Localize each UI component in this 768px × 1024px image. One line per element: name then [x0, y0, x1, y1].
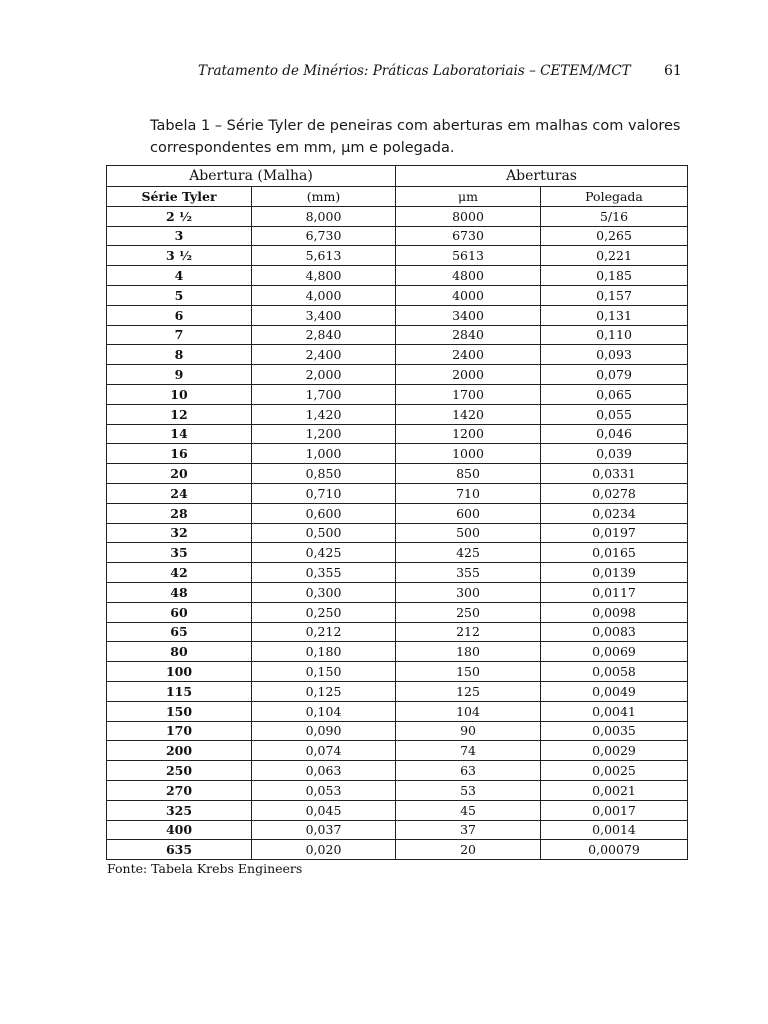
mm-cell: 0,212	[252, 622, 396, 642]
mm-cell: 0,125	[252, 681, 396, 701]
polegada-cell: 0,055	[541, 404, 688, 424]
um-cell: 710	[396, 483, 541, 503]
mm-cell: 0,850	[252, 464, 396, 484]
serie-tyler-cell: 20	[107, 464, 252, 484]
serie-tyler-cell: 4	[107, 266, 252, 286]
table-row	[107, 523, 688, 543]
table-row	[107, 305, 688, 325]
table-row	[107, 820, 688, 840]
table-row	[107, 602, 688, 622]
serie-tyler-cell: 16	[107, 444, 252, 464]
mm-cell: 0,104	[252, 701, 396, 721]
polegada-cell: 0,0014	[541, 820, 688, 840]
mm-cell: 4,800	[252, 266, 396, 286]
table-row	[107, 701, 688, 721]
table-row	[107, 424, 688, 444]
page-number: 61	[664, 63, 682, 79]
um-cell: 2000	[396, 365, 541, 385]
mm-cell: 3,400	[252, 305, 396, 325]
polegada-cell: 0,0234	[541, 503, 688, 523]
um-cell: 850	[396, 464, 541, 484]
table-row	[107, 285, 688, 305]
mm-cell: 0,037	[252, 820, 396, 840]
table-row	[107, 761, 688, 781]
polegada-cell: 0,0098	[541, 602, 688, 622]
polegada-cell: 0,0029	[541, 741, 688, 761]
table-row	[107, 266, 688, 286]
polegada-cell: 0,0117	[541, 582, 688, 602]
polegada-cell: 0,00079	[541, 840, 688, 860]
serie-tyler-cell: 6	[107, 305, 252, 325]
group-header-aberturas: Aberturas	[396, 166, 688, 187]
polegada-cell: 0,0083	[541, 622, 688, 642]
polegada-cell: 0,0069	[541, 642, 688, 662]
polegada-cell: 0,046	[541, 424, 688, 444]
polegada-cell: 0,0021	[541, 780, 688, 800]
mm-cell: 2,400	[252, 345, 396, 365]
um-cell: 1000	[396, 444, 541, 464]
serie-tyler-cell: 60	[107, 602, 252, 622]
table-row	[107, 345, 688, 365]
mm-cell: 0,250	[252, 602, 396, 622]
running-title: Tratamento de Minérios: Práticas Laboratoriais – CETEM/MCT	[198, 63, 631, 79]
mm-cell: 8,000	[252, 206, 396, 226]
um-cell: 125	[396, 681, 541, 701]
mm-cell: 4,000	[252, 285, 396, 305]
um-cell: 8000	[396, 206, 541, 226]
um-cell: 104	[396, 701, 541, 721]
serie-tyler-cell: 325	[107, 800, 252, 820]
um-cell: 6730	[396, 226, 541, 246]
table-row	[107, 483, 688, 503]
table-row	[107, 563, 688, 583]
serie-tyler-cell: 7	[107, 325, 252, 345]
serie-tyler-cell: 9	[107, 365, 252, 385]
um-cell: 74	[396, 741, 541, 761]
table-row	[107, 325, 688, 345]
um-cell: 250	[396, 602, 541, 622]
group-header-abertura-malha: Abertura (Malha)	[107, 166, 396, 187]
mm-cell: 5,613	[252, 246, 396, 266]
um-cell: 4800	[396, 266, 541, 286]
um-cell: 300	[396, 582, 541, 602]
table-row	[107, 226, 688, 246]
mm-cell: 0,425	[252, 543, 396, 563]
mm-cell: 0,074	[252, 741, 396, 761]
polegada-cell: 0,0278	[541, 483, 688, 503]
tyler-sieve-table	[106, 165, 688, 860]
polegada-cell: 0,0331	[541, 464, 688, 484]
um-cell: 1420	[396, 404, 541, 424]
mm-cell: 6,730	[252, 226, 396, 246]
mm-cell: 1,420	[252, 404, 396, 424]
serie-tyler-cell: 65	[107, 622, 252, 642]
polegada-cell: 0,185	[541, 266, 688, 286]
serie-tyler-cell: 48	[107, 582, 252, 602]
mm-cell: 1,700	[252, 384, 396, 404]
table-row	[107, 365, 688, 385]
table-row	[107, 840, 688, 860]
serie-tyler-cell: 115	[107, 681, 252, 701]
polegada-cell: 0,0049	[541, 681, 688, 701]
serie-tyler-cell: 35	[107, 543, 252, 563]
polegada-cell: 0,039	[541, 444, 688, 464]
polegada-cell: 0,0165	[541, 543, 688, 563]
caption-line-2: correspondentes em mm, μm e polegada.	[150, 140, 455, 156]
table-row	[107, 404, 688, 424]
mm-cell: 0,180	[252, 642, 396, 662]
um-cell: 500	[396, 523, 541, 543]
serie-tyler-cell: 400	[107, 820, 252, 840]
serie-tyler-cell: 150	[107, 701, 252, 721]
column-header-polegada: Polegada	[541, 187, 688, 207]
polegada-cell: 0,079	[541, 365, 688, 385]
um-cell: 5613	[396, 246, 541, 266]
um-cell: 2840	[396, 325, 541, 345]
polegada-cell: 0,0025	[541, 761, 688, 781]
table-row	[107, 444, 688, 464]
mm-cell: 0,150	[252, 662, 396, 682]
serie-tyler-cell: 28	[107, 503, 252, 523]
polegada-cell: 5/16	[541, 206, 688, 226]
serie-tyler-cell: 270	[107, 780, 252, 800]
um-cell: 2400	[396, 345, 541, 365]
table-row	[107, 662, 688, 682]
serie-tyler-cell: 14	[107, 424, 252, 444]
um-cell: 37	[396, 820, 541, 840]
mm-cell: 0,045	[252, 800, 396, 820]
um-cell: 600	[396, 503, 541, 523]
um-cell: 180	[396, 642, 541, 662]
serie-tyler-cell: 8	[107, 345, 252, 365]
table-row	[107, 246, 688, 266]
table-row	[107, 721, 688, 741]
serie-tyler-cell: 3 ½	[107, 246, 252, 266]
mm-cell: 0,090	[252, 721, 396, 741]
polegada-cell: 0,110	[541, 325, 688, 345]
serie-tyler-cell: 5	[107, 285, 252, 305]
column-header-um: μm	[396, 187, 541, 207]
table-row	[107, 464, 688, 484]
table-row	[107, 741, 688, 761]
serie-tyler-cell: 3	[107, 226, 252, 246]
mm-cell: 1,000	[252, 444, 396, 464]
um-cell: 63	[396, 761, 541, 781]
serie-tyler-cell: 24	[107, 483, 252, 503]
serie-tyler-cell: 250	[107, 761, 252, 781]
mm-cell: 2,840	[252, 325, 396, 345]
table-row	[107, 780, 688, 800]
source-note: Fonte: Tabela Krebs Engineers	[107, 861, 303, 876]
serie-tyler-cell: 200	[107, 741, 252, 761]
caption-line-1: Tabela 1 – Série Tyler de peneiras com aberturas em malhas com valores	[150, 118, 681, 134]
table-row	[107, 800, 688, 820]
serie-tyler-cell: 635	[107, 840, 252, 860]
um-cell: 90	[396, 721, 541, 741]
um-cell: 3400	[396, 305, 541, 325]
mm-cell: 2,000	[252, 365, 396, 385]
polegada-cell: 0,0139	[541, 563, 688, 583]
serie-tyler-cell: 100	[107, 662, 252, 682]
polegada-cell: 0,065	[541, 384, 688, 404]
table-row	[107, 206, 688, 226]
serie-tyler-cell: 80	[107, 642, 252, 662]
group-header-row	[107, 166, 688, 187]
column-header-serie-tyler: Série Tyler	[107, 187, 252, 207]
serie-tyler-cell: 10	[107, 384, 252, 404]
um-cell: 355	[396, 563, 541, 583]
mm-cell: 0,020	[252, 840, 396, 860]
polegada-cell: 0,093	[541, 345, 688, 365]
serie-tyler-cell: 42	[107, 563, 252, 583]
polegada-cell: 0,0017	[541, 800, 688, 820]
polegada-cell: 0,265	[541, 226, 688, 246]
table-row	[107, 582, 688, 602]
table-row	[107, 642, 688, 662]
um-cell: 212	[396, 622, 541, 642]
mm-cell: 0,063	[252, 761, 396, 781]
serie-tyler-cell: 170	[107, 721, 252, 741]
mm-cell: 0,600	[252, 503, 396, 523]
table-row	[107, 503, 688, 523]
serie-tyler-cell: 12	[107, 404, 252, 424]
mm-cell: 0,710	[252, 483, 396, 503]
polegada-cell: 0,0035	[541, 721, 688, 741]
um-cell: 4000	[396, 285, 541, 305]
mm-cell: 0,355	[252, 563, 396, 583]
table-row	[107, 681, 688, 701]
running-header	[0, 63, 768, 83]
polegada-cell: 0,221	[541, 246, 688, 266]
um-cell: 425	[396, 543, 541, 563]
um-cell: 1200	[396, 424, 541, 444]
um-cell: 1700	[396, 384, 541, 404]
table-row	[107, 543, 688, 563]
um-cell: 53	[396, 780, 541, 800]
serie-tyler-cell: 32	[107, 523, 252, 543]
mm-cell: 0,500	[252, 523, 396, 543]
column-header-row	[107, 187, 688, 207]
table-caption	[150, 115, 710, 159]
um-cell: 150	[396, 662, 541, 682]
table-row	[107, 622, 688, 642]
um-cell: 45	[396, 800, 541, 820]
mm-cell: 0,300	[252, 582, 396, 602]
polegada-cell: 0,131	[541, 305, 688, 325]
polegada-cell: 0,0041	[541, 701, 688, 721]
um-cell: 20	[396, 840, 541, 860]
table-body	[107, 206, 688, 859]
mm-cell: 0,053	[252, 780, 396, 800]
polegada-cell: 0,157	[541, 285, 688, 305]
mm-cell: 1,200	[252, 424, 396, 444]
column-header-mm: (mm)	[252, 187, 396, 207]
polegada-cell: 0,0197	[541, 523, 688, 543]
polegada-cell: 0,0058	[541, 662, 688, 682]
serie-tyler-cell: 2 ½	[107, 206, 252, 226]
table-row	[107, 384, 688, 404]
